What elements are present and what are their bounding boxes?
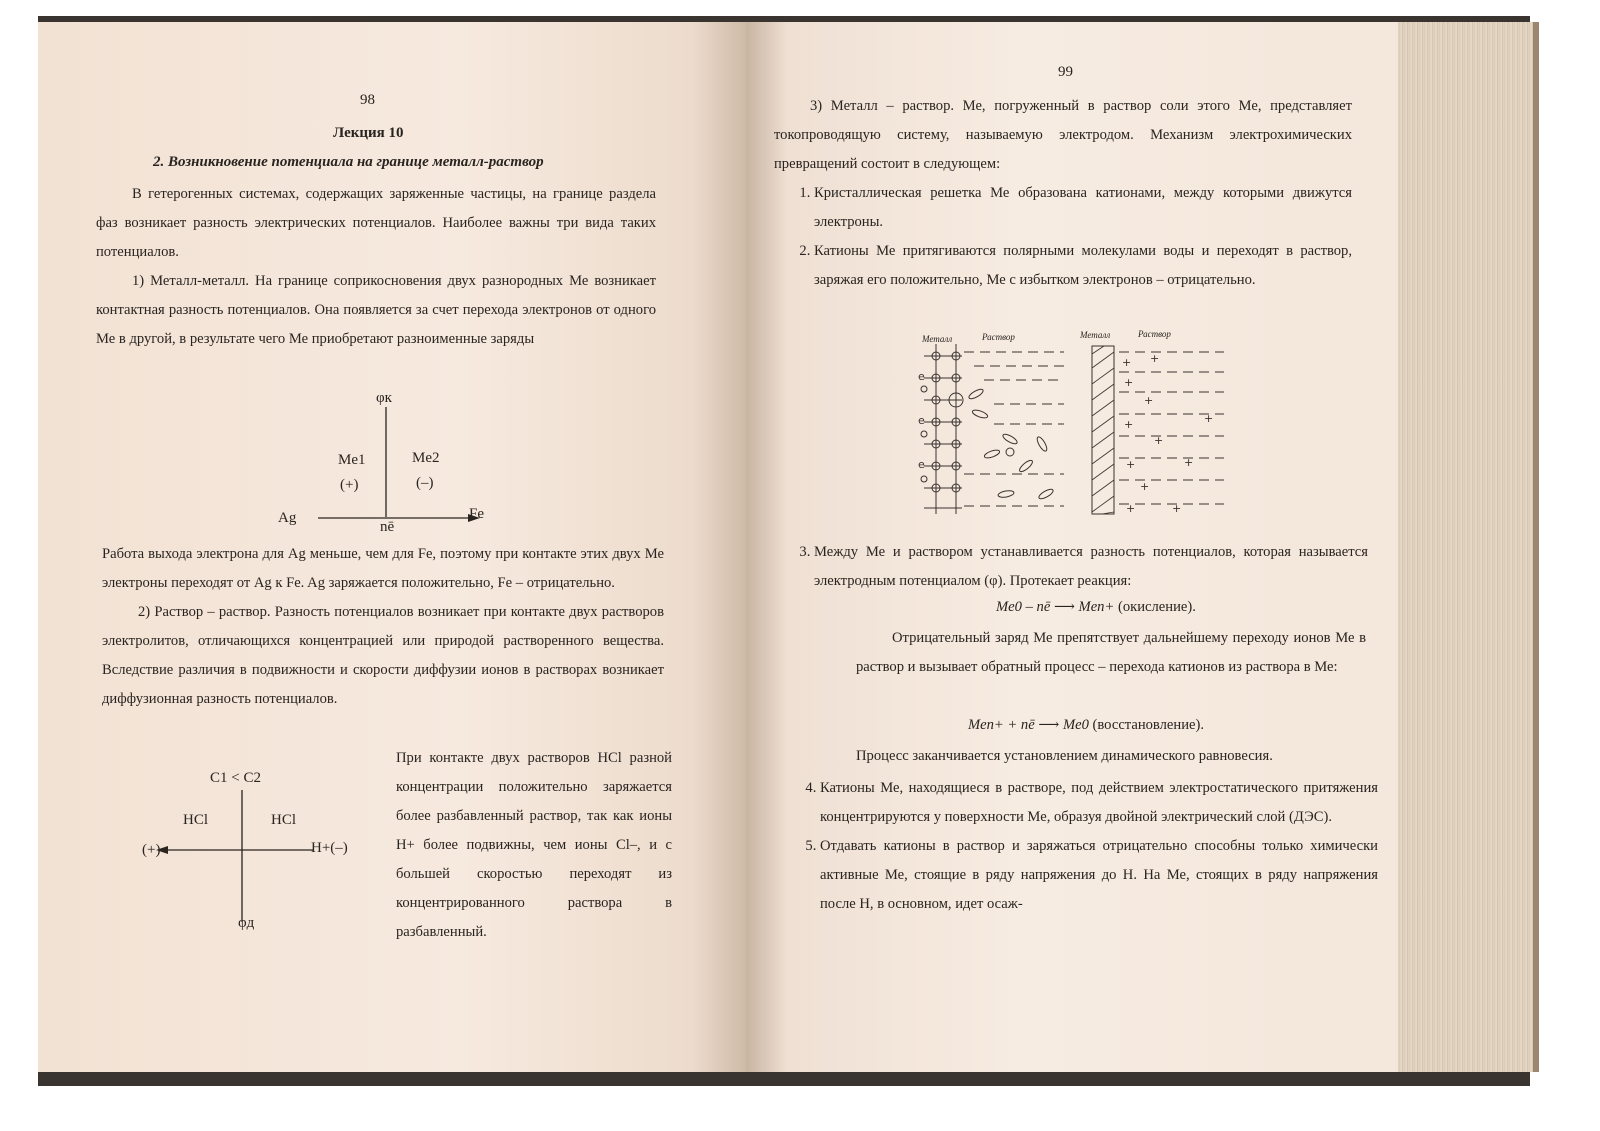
hcl-right-label: HCl	[271, 812, 297, 828]
me1-label: Me1	[338, 452, 366, 468]
solution-label-1: Раствор	[982, 332, 1015, 342]
list-item: 3. Между Ме и раствором устанавливается разность потенциалов, которая называется электродным потенциалом (φ). Протекает реакция:	[814, 538, 1368, 596]
left-page	[38, 22, 748, 1072]
fe-label: Fe	[469, 506, 484, 522]
h-plus-label: H+(–)	[311, 840, 348, 856]
svg-text:+: +	[1154, 434, 1164, 447]
ag-label: Ag	[278, 510, 297, 526]
list-item: 1. Кристаллическая решетка Ме образована катионами, между которыми движутся электроны.	[814, 179, 1352, 237]
eq1-label: (окисление).	[1117, 599, 1196, 615]
svg-text:+: +	[1126, 458, 1136, 471]
concentration-condition: C1 < C2	[210, 770, 261, 786]
svg-text:e: e	[918, 414, 925, 427]
svg-text:+: +	[1122, 356, 1132, 369]
reduction-equation	[968, 716, 1204, 734]
me2-label: Me2	[412, 450, 440, 466]
right-text-block-2	[790, 538, 1368, 596]
negative-charge-paragraph: Отрицательный заряд Ме препятствует дальнейшему переходу ионов Ме в раствор и вызывает обратный процесс – перехода катионов из раствора в Ме:	[856, 630, 1366, 675]
right-text-block-3	[856, 624, 1366, 682]
mechanism-list-2	[790, 538, 1368, 596]
metal-solution-paragraph: 3) Металл – раствор. Ме, погруженный в раствор соли этого Ме, представляет токопроводящую систему, называемую электродом. Механизм электрохимических превращений состоит в следующем:	[774, 98, 1352, 172]
svg-text:+: +	[1126, 502, 1136, 515]
metal-label-2: Металл	[1080, 330, 1111, 340]
phi-k-label: φк	[376, 390, 392, 406]
equilibrium-paragraph: Процесс заканчивается установлением динамического равновесия.	[856, 748, 1273, 764]
intro-paragraph: В гетерогенных системах, содержащих заряженные частицы, на границе раздела фаз возникает разность электрических потенциалов. Наиболее важны три вида таких потенциалов.	[96, 186, 656, 260]
svg-text:e: e	[918, 458, 925, 471]
page-number: 98	[360, 92, 375, 108]
svg-text:+: +	[1144, 394, 1154, 407]
arrow-icon: ⟶	[1038, 717, 1060, 733]
diffusion-diagram-lines	[138, 782, 358, 932]
right-text-block-4	[856, 742, 1376, 771]
eq2-lhs: Men+ + nē	[968, 717, 1035, 733]
mechanism-list-3	[796, 774, 1378, 919]
page-number: 99	[1058, 64, 1073, 80]
open-book	[38, 16, 1530, 1086]
right-text-block-5	[796, 774, 1378, 919]
right-text-block-1	[774, 92, 1352, 295]
lecture-title: Лекция 10	[333, 125, 404, 141]
left-text-block-2	[102, 540, 664, 714]
svg-text:+: +	[1140, 480, 1150, 493]
svg-text:+: +	[1172, 502, 1182, 515]
electrode-illustration	[914, 344, 1244, 516]
svg-text:+: +	[1184, 456, 1194, 469]
section-title: 2. Возникновение потенциала на границе металл-раствор	[153, 154, 544, 170]
metal-metal-paragraph: 1) Металл-металл. На границе соприкосновения двух разнородных Ме возникает контактная разность потенциалов. Она появляется за счет перехода электронов от одного Ме в другой, в результате чего Ме приобретают разноименные заряды	[96, 273, 656, 347]
eq1-rhs: Men+	[1078, 599, 1115, 615]
me1-charge: (+)	[340, 477, 359, 493]
list-item: 5. Отдавать катионы в раствор и заряжаться отрицательно способны только химически активные Ме, стоящие в ряду напряжения до H. На Ме, стоящих в ряду напряжения после H, в основном, идет осаж-	[820, 832, 1378, 919]
eq2-label: (восстановление).	[1092, 717, 1205, 733]
work-function-paragraph: Работа выхода электрона для Ag меньше, чем для Fe, поэтому при контакте этих двух Ме электроны переходят от Ag к Fe. Ag заряжается положительно, Fe – отрицательно.	[102, 546, 664, 591]
electron-flow-label: nē	[380, 519, 395, 535]
mechanism-list-1	[790, 179, 1352, 295]
metal-label-1: Металл	[922, 334, 953, 344]
arrow-icon: ⟶	[1053, 599, 1075, 615]
eq1-lhs: Me0 – nē	[996, 599, 1051, 615]
positive-sign-label: (+)	[142, 842, 161, 858]
left-text-block-1	[96, 180, 656, 354]
svg-text:e: e	[918, 370, 925, 383]
svg-text:+: +	[1150, 352, 1160, 365]
right-page	[746, 22, 1436, 1072]
page-edges	[1398, 22, 1539, 1072]
eq2-rhs: Me0	[1062, 717, 1089, 733]
me2-charge: (–)	[416, 475, 434, 491]
svg-text:+: +	[1124, 376, 1134, 389]
hcl-explanation	[396, 744, 672, 947]
solution-solution-paragraph: 2) Раствор – раствор. Разность потенциалов возникает при контакте двух растворов электролитов, отличающихся концентрацией или природой растворенного вещества. Вследствие различия в подвижности и скорости диффузии ионов в растворах возникает диффузионная разность потенциалов.	[102, 604, 664, 707]
hcl-left-label: HCl	[183, 812, 209, 828]
list-item: 4. Катионы Ме, находящиеся в растворе, под действием электростатического притяжения концентрируются у поверхности Ме, образуя двойной электрический слой (ДЭС).	[820, 774, 1378, 832]
phi-d-label: φд	[238, 915, 255, 931]
oxidation-equation	[996, 598, 1196, 616]
solution-label-2: Раствор	[1138, 329, 1171, 339]
svg-text:+: +	[1124, 418, 1134, 431]
list-item: 2. Катионы Ме притягиваются полярными молекулами воды и переходят в раствор, заряжая его положительно, Ме с избытком электронов – отрицательно.	[814, 237, 1352, 295]
svg-text:+: +	[1204, 412, 1214, 425]
hcl-paragraph: При контакте двух растворов HCl разной концентрации положительно заряжается более разбавленный раствор, так как ионы H+ более подвижны, чем ионы Cl–, и с большей скоростью переходят из концентрированного раствора в разбавленный.	[396, 750, 672, 940]
